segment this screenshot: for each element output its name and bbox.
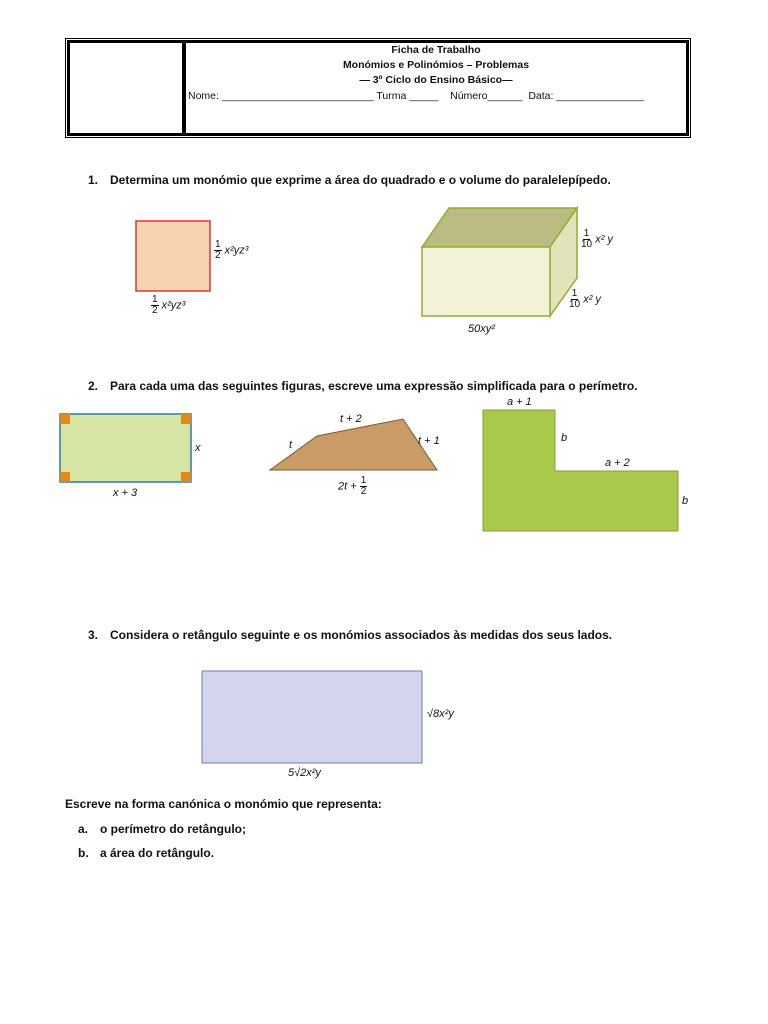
question-3-text: Considera o retângulo seguinte e os monómios associados às medidas dos seus lados. [110,628,613,642]
q3-item-a: a. o perímetro do retângulo; [78,822,247,836]
worksheet-level: — 3º Ciclo do Ensino Básico— [359,74,513,86]
rectangle-q3-shape [202,671,422,763]
question-2 [88,379,638,393]
trapezoid-right-label: t + 1 [418,435,440,447]
box-height-label: $\frac{1}{10}$ x² y [581,228,613,250]
q3-side-label: √8x²y [427,708,454,720]
trapezoid-shape [270,419,437,470]
lshape-top-label: a + 1 [507,396,532,408]
q3-base-label: 5√2x²y [288,767,321,779]
lshape-inner-vertical-label: b [561,432,568,444]
square-base-label: $\frac{1}{2}$ x²yz³ [152,294,186,316]
trapezoid-top-label: t + 2 [340,413,362,425]
q3-item-b: b. a área do retângulo. [78,846,215,860]
question-3 [88,628,612,642]
question-2-number: 2. [88,379,99,393]
student-fields: Nome: __________________________ Turma _____ Número______ Data: _______________ [188,90,644,102]
question-2-text: Para cada uma das seguintes figuras, escreve uma expressão simplificada para o perímetro. [110,379,638,393]
question-1-text: Determina um monómio que exprime a área do quadrado e o volume do paralelepípedo. [110,173,611,187]
question-1-number: 1. [88,173,99,187]
lshape-right-label: b [682,495,689,507]
worksheet-subtitle: Monómios e Polinómios – Problemas [342,59,530,71]
rectangle-side-label: x [195,442,201,454]
right-angle-marker [181,414,191,424]
box-depth-label: $\frac{1}{10}$ x² y [569,288,601,310]
q3-instruction: Escreve na forma canónica o monómio que representa: [65,797,382,811]
square-side-label: $\frac{1}{2}$ x²yz³ [215,239,249,261]
l-shape [483,410,678,531]
box-front-face [422,247,550,316]
question-3-number: 3. [88,628,99,642]
rectangle-shape [60,414,191,482]
worksheet-title: Ficha de Trabalho [391,44,481,56]
right-angle-marker [60,414,70,424]
square-shape [136,221,210,291]
right-angle-marker [181,472,191,482]
box-length-label: 50xy² [468,323,495,335]
lshape-inner-horizontal-label: a + 2 [605,457,630,469]
trapezoid-base-label: 2t + $\frac{1}{2}$ [338,475,367,497]
rectangle-base-label: x + 3 [113,487,138,499]
right-angle-marker [60,472,70,482]
trapezoid-left-label: t [289,439,293,451]
